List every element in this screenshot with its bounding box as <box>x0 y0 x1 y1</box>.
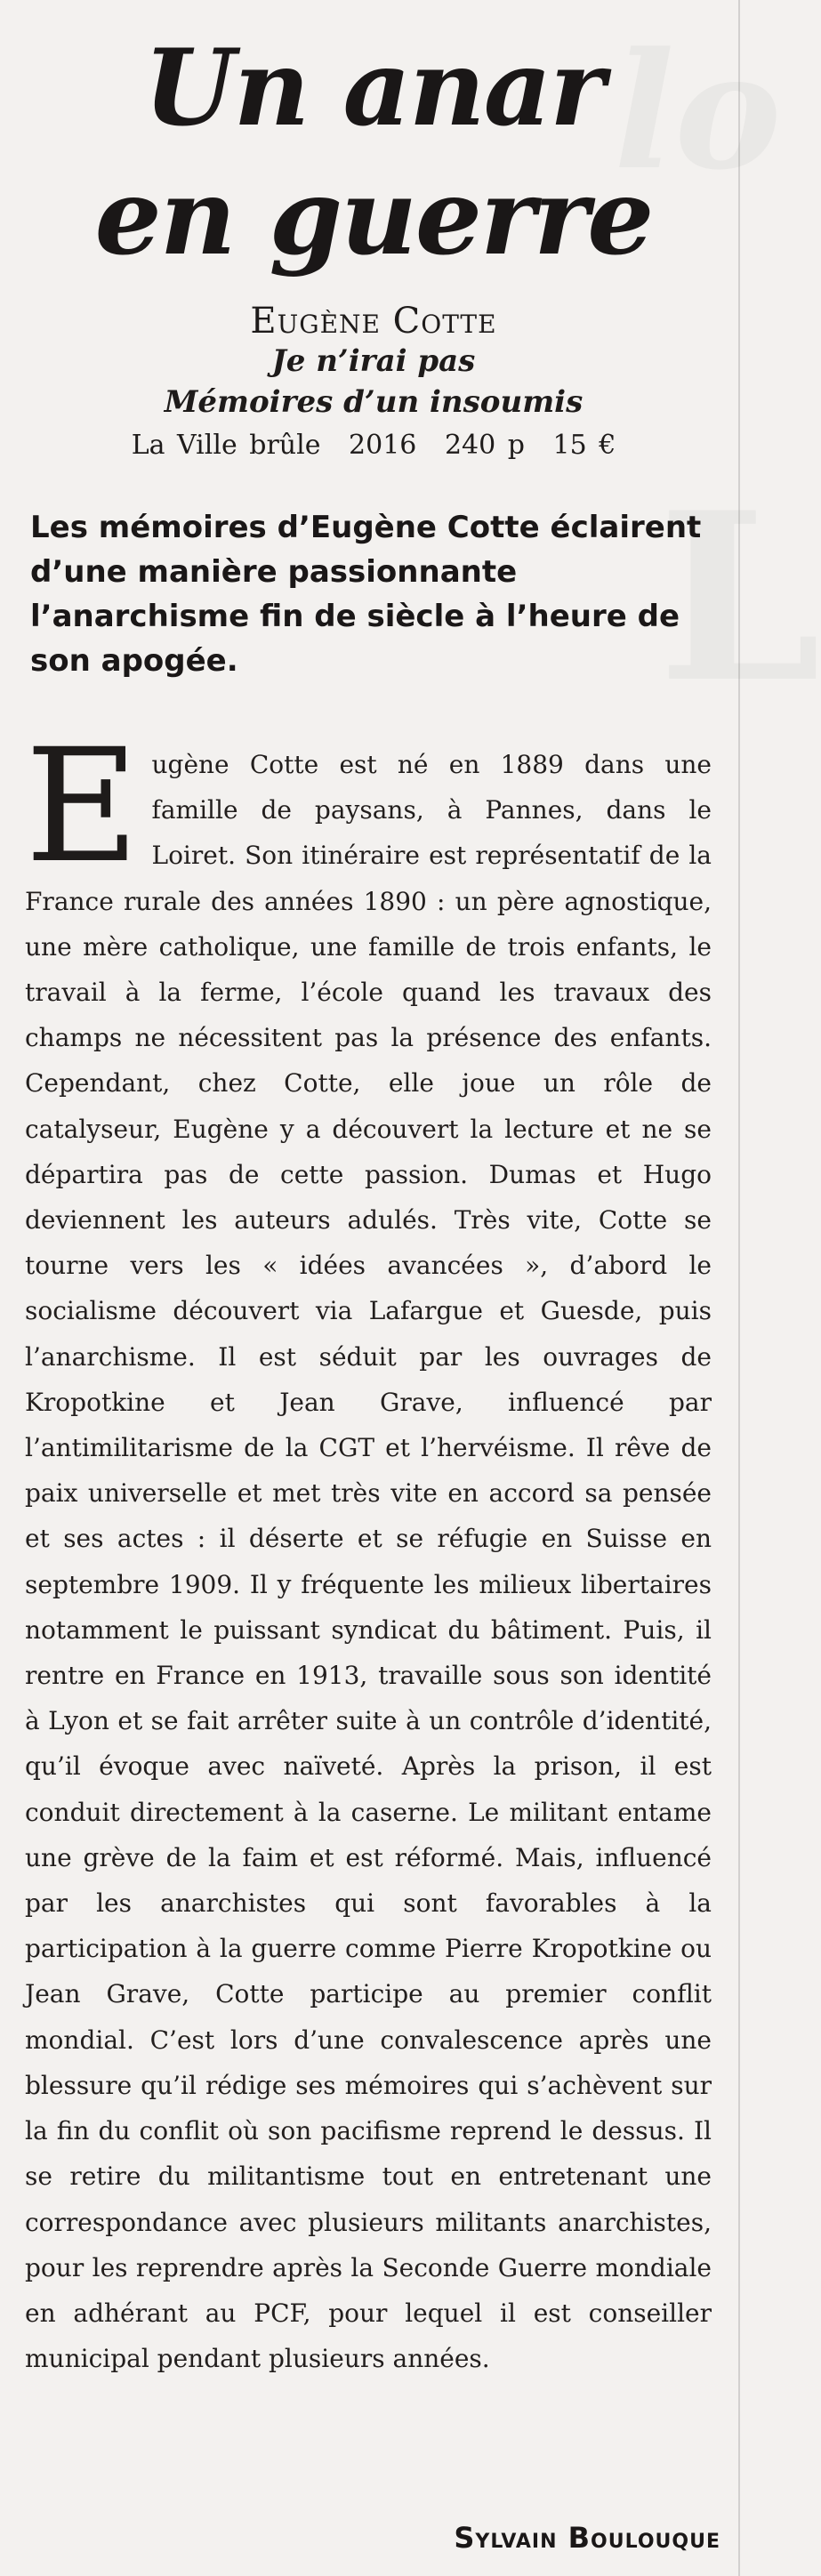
headline-line-1: Un anar <box>143 26 604 149</box>
price: 15 € <box>552 430 616 461</box>
page-edge-rule <box>738 0 740 2576</box>
publication-year: 2016 <box>349 430 417 461</box>
bleed-through-decoration: lo <box>614 18 782 205</box>
book-subtitle: Mémoires d’un insoumis <box>164 384 584 420</box>
article-body-text: ugène Cotte est né en 1889 dans une famille de paysans, à Pannes, dans le Loiret. Son itinéraire est représentatif de la France rurale des années 1890 : un père agnostique, une mère catholique, une famille de trois enfants, le travail à la ferme, l’école quand les travaux des champs ne nécessitent pas la présence des enfants. Cependant, chez Cotte, elle joue un rôle de catalyseur, Eugène y a découvert la lecture et ne se départira pas de cette passion. Dumas et Hugo deviennent les auteurs adulés. Très vite, Cotte se tourne vers les « idées avancées », d’abord le socialisme découvert via Lafargue et Guesde, puis l’anarchisme. Il est séduit par les ouvrages de Kropotkine et Jean Grave, influencé par l’antimilitarisme de la CGT et l’hervéisme. Il rêve de paix universelle et met très vite en accord sa pensée et ses actes : il déserte et se réfugie en Suisse en septembre 1909. Il y fréquente les milieux libertaires notamment le puissant syndicat du bâtiment. Puis, il rentre en France en 1913, travaille sous son identité à Lyon et se fait arrêter suite à un contrôle d’identité, qu’il évoque avec naïveté. Après la prison, il est conduit directement à la caserne. Le militant entame une grève de la faim et est réformé. Mais, influencé par les anarchistes qui sont favorables à la participation à la guerre comme Pierre Kropotkine ou Jean Grave, Cotte participe au premier conflit mondial. C’est lors d’une convalescence après une blessure qu’il rédige ses mémoires qui s’achèvent sur la fin du conflit où son pacifisme reprend le dessus. Il se retire du militantisme tout en entretenant une correspondance avec plusieurs militants anarchistes, pour les reprendre après la Seconde Guerre mondiale en adhérant au PCF, pour lequel il est conseiller municipal pendant plusieurs années. <box>25 750 712 2374</box>
drop-cap: E <box>25 715 140 898</box>
book-author: Eugène Cotte <box>250 301 497 342</box>
publisher: La Ville brûle <box>131 430 321 461</box>
author-signature: Sylvain Boulouque <box>454 2521 720 2555</box>
article-body <box>25 715 712 2381</box>
book-title: Je n’irai pas <box>271 343 476 379</box>
page-count: 240 p <box>444 430 525 461</box>
headline-line-2: en guerre <box>94 155 653 278</box>
publication-details <box>36 430 712 461</box>
bleed-through-decoration: L <box>658 463 821 734</box>
article-lede: Les mémoires d’Eugène Cotte éclairent d’une manière passionnante l’anarchisme fin de siècle à l’heure de son apogée. <box>30 510 702 679</box>
